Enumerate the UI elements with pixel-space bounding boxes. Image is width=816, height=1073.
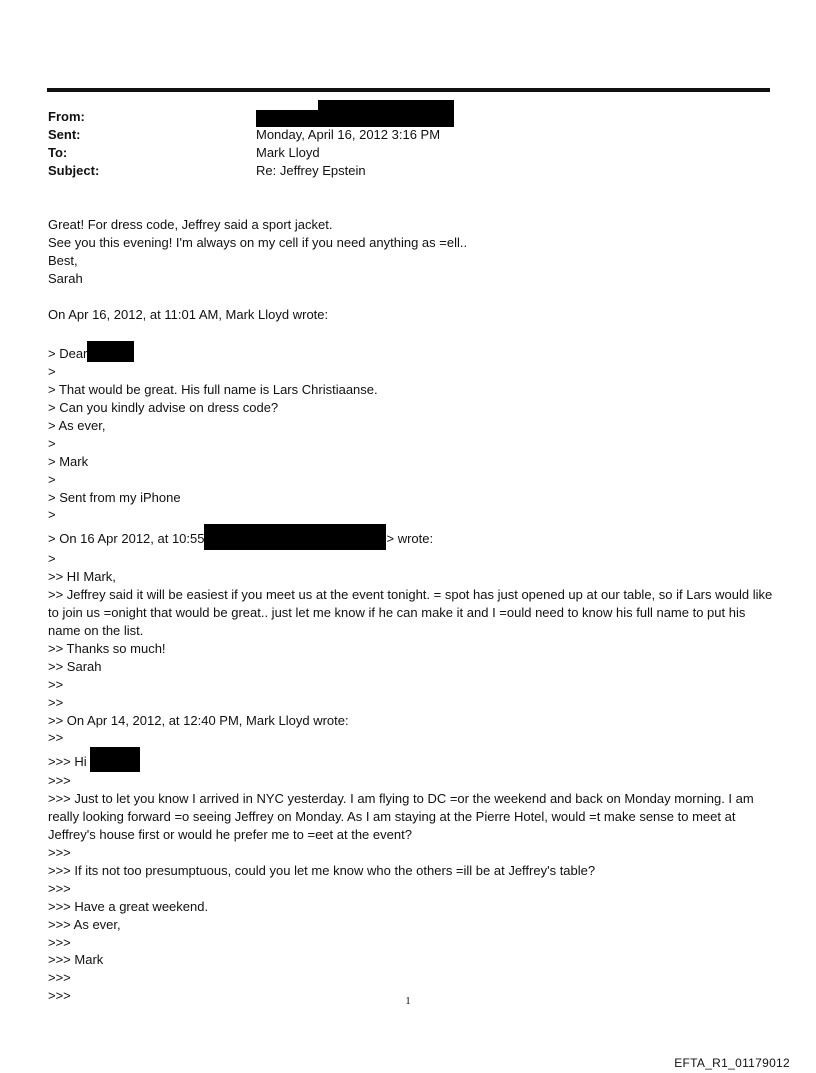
page-number: 1 — [405, 995, 411, 1007]
body-line: > — [48, 364, 56, 380]
body-line — [48, 524, 773, 550]
body-line: >> Sarah — [48, 658, 102, 674]
body-line: >> HI Mark, — [48, 569, 116, 585]
redaction-block — [90, 747, 140, 772]
body-line: > Sent from my iPhone — [48, 489, 181, 505]
body-text: >>> Hi — [48, 754, 87, 770]
body-line: > As ever, — [48, 417, 106, 433]
body-line — [48, 747, 773, 772]
sent-label: Sent: — [48, 127, 81, 142]
body-line: >> — [48, 694, 64, 710]
redaction-block — [204, 524, 386, 550]
body-line: >> Jeffrey said it will be easiest if you meet us at the event tonight. = spot has just opened up at our table, so if Lars would like to join us =onight that would be great.. just let me know if he can make it and I =ould need to know his full name to put his name on the list. — [48, 587, 773, 638]
body-line: >>> — [48, 934, 71, 950]
body-line: >>> Mark — [48, 952, 104, 968]
to-value: Mark Lloyd — [256, 145, 320, 160]
header-rule — [47, 88, 770, 92]
body-line: >>> — [48, 970, 71, 986]
redaction-block — [318, 100, 454, 127]
body-line: > — [48, 471, 56, 487]
body-text: > Dear — [48, 346, 88, 362]
body-line: >> — [48, 676, 64, 692]
subject-label: Subject: — [48, 163, 100, 178]
subject-value: Re: Jeffrey Epstein — [256, 163, 366, 178]
body-line: > That would be great. His full name is Lars Christiaanse. — [48, 382, 378, 398]
body-line: > Can you kindly advise on dress code? — [48, 400, 279, 416]
body-line: >>> As ever, — [48, 916, 121, 932]
quote-attribution: >> On Apr 14, 2012, at 12:40 PM, Mark Lloyd wrote: — [48, 712, 349, 728]
blank-line — [48, 323, 773, 341]
body-line: >>> If its not too presumptuous, could you let me know who the others =ill be at Jeffrey's table? — [48, 862, 596, 878]
body-text: > wrote: — [386, 531, 434, 547]
body-line: >>> — [48, 988, 71, 1004]
quote-attribution: On Apr 16, 2012, at 11:01 AM, Mark Lloyd wrote: — [48, 306, 329, 322]
body-line: >>> Just to let you know I arrived in NYC yesterday. I am flying to DC =or the weekend and back on Monday morning. I am really looking forward =o seeing Jeffrey on Monday. As I am staying at the Pierre Hotel, would =t make sense to meet at Jeffrey's house first or would he prefer me to =eet at the event? — [48, 791, 754, 843]
redaction-block — [87, 341, 134, 362]
email-header — [48, 105, 772, 185]
body-text: > On 16 Apr 2012, at 10:55 — [48, 531, 205, 547]
body-line: Sarah — [48, 270, 83, 286]
body-line — [48, 341, 773, 363]
body-line: >>> — [48, 773, 71, 789]
to-label: To: — [48, 145, 68, 160]
body-line: > — [48, 435, 56, 451]
redaction-block — [256, 110, 318, 127]
body-line: Best, — [48, 252, 78, 268]
from-value-redaction — [256, 100, 454, 127]
body-line: > Mark — [48, 453, 89, 469]
body-line: >> Thanks so much! — [48, 640, 166, 656]
body-line: >>> — [48, 880, 71, 896]
body-line: >> — [48, 730, 64, 746]
body-line: >>> — [48, 844, 71, 860]
email-body — [48, 216, 773, 1005]
body-line: > — [48, 507, 56, 523]
body-line: Great! For dress code, Jeffrey said a sport jacket. — [48, 217, 333, 232]
body-line: >>> Have a great weekend. — [48, 898, 209, 914]
from-label: From: — [48, 109, 85, 124]
body-line: See you this evening! I'm always on my cell if you need anything as =ell.. — [48, 234, 468, 250]
sent-value: Monday, April 16, 2012 3:16 PM — [256, 127, 441, 142]
body-line: > — [48, 551, 56, 567]
blank-line — [48, 288, 773, 306]
document-id: EFTA_R1_01179012 — [674, 1056, 790, 1070]
